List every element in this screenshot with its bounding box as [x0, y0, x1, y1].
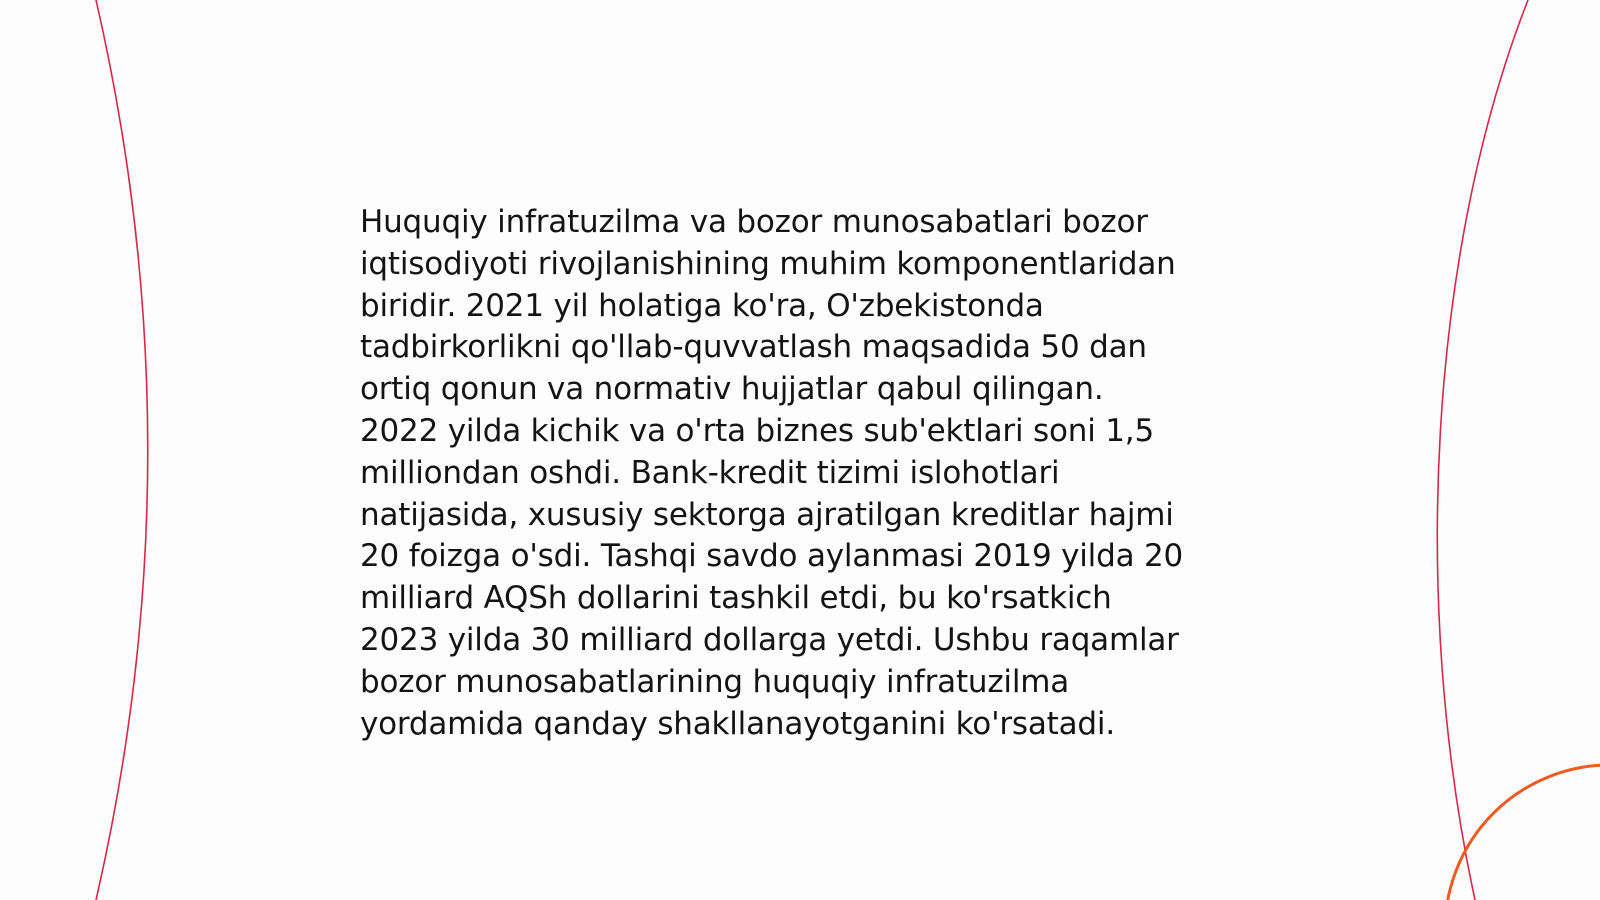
right-arc	[1437, 0, 1528, 900]
corner-circle	[1445, 765, 1600, 900]
body-paragraph: Huquqiy infratuzilma va bozor munosabatlari bozor iqtisodiyoti rivojlanishining muhim komponentlaridan biridir. 2021 yil holatiga ko'ra, O'zbekistonda tadbirkorlikni qo'llab-quvvatlash maqsadida 50 dan ortiq qonun va normativ hujjatlar qabul qilingan. 2022 yilda kichik va o'rta biznes sub'ektlari soni 1,5 milliondan oshdi. Bank-kredit tizimi islohotlari natijasida, xususiy sektorga ajratilgan kreditlar hajmi 20 foizga o'sdi. Tashqi savdo aylanmasi 2019 yilda 20 milliard AQSh dollarini tashkil etdi, bu ko'rsatkich 2023 yilda 30 milliard dollarga yetdi. Ushbu raqamlar bozor munosabatlarining huquqiy infratuzilma yordamida qanday shakllanayotganini ko'rsatadi.	[360, 204, 1184, 742]
left-arc	[96, 0, 148, 900]
